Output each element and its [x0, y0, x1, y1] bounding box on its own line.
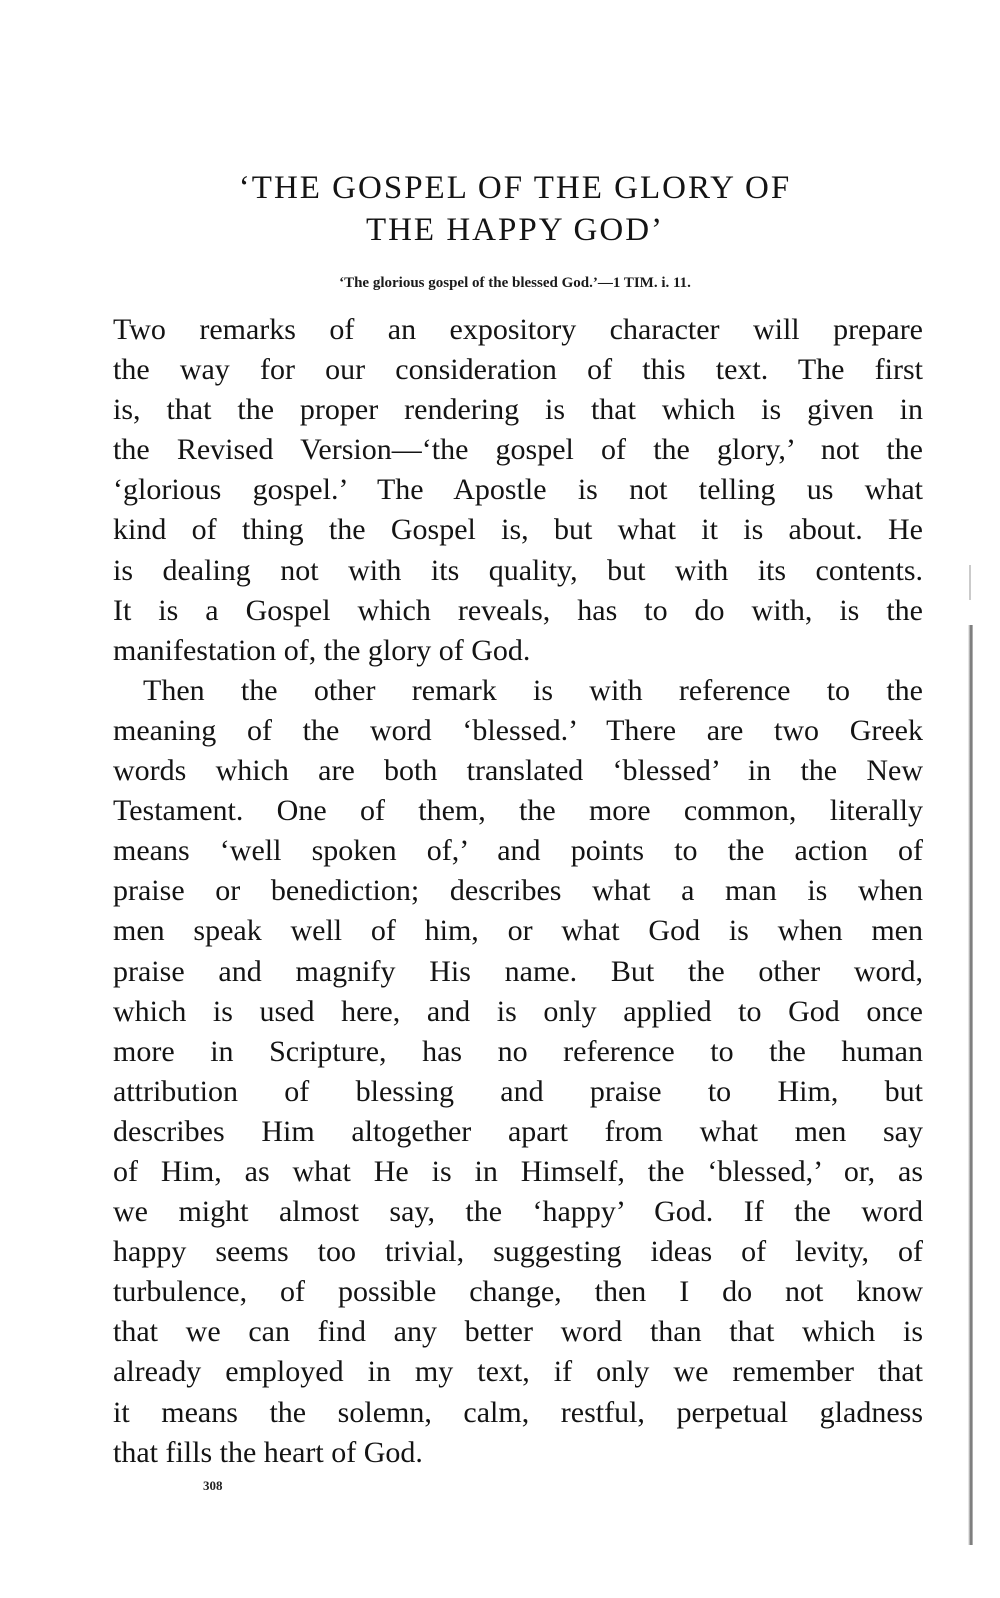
text-line: kind of thing the Gospel is, but what it is about. He	[113, 513, 923, 547]
text-line: men speak well of him, or what God is when men	[113, 914, 923, 948]
chapter-title-line-1: ‘THE GOSPEL OF THE GLORY OF	[238, 170, 792, 206]
text-line: we might almost say, the ‘happy’ God. If the word	[113, 1195, 923, 1229]
text-line: It is a Gospel which reveals, has to do with, is the	[113, 593, 923, 627]
text-line: praise and magnify His name. But the other word,	[113, 954, 923, 988]
text-line: describes Him altogether apart from what men say	[113, 1114, 923, 1148]
text-line: manifestation of, the glory of God.	[113, 633, 531, 667]
text-line: praise or benediction; describes what a man is when	[113, 874, 923, 908]
text-line: that fills the heart of God.	[113, 1435, 423, 1469]
text-line: already employed in my text, if only we remember that	[113, 1355, 923, 1389]
paragraph-1	[113, 310, 923, 671]
text-line: Then the other remark is with reference to the	[143, 673, 923, 707]
text-line: more in Scripture, has no reference to the human	[113, 1034, 923, 1068]
text-line: which is used here, and is only applied to God once	[113, 994, 923, 1028]
epigraph: ‘The glorious gospel of the blessed God.’—1 TIM. i. 11.	[339, 275, 691, 291]
text-line: Testament. One of them, the more common, literally	[113, 794, 923, 828]
text-line: Two remarks of an expository character will prepare	[113, 313, 923, 346]
text-line: that we can find any better word than that which is	[113, 1315, 923, 1349]
text-line: ‘glorious gospel.’ The Apostle is not telling us what	[113, 473, 923, 507]
text-line: attribution of blessing and praise to Him, but	[113, 1074, 923, 1108]
text-line: the way for our consideration of this text. The first	[113, 353, 923, 387]
text-line: meaning of the word ‘blessed.’ There are two Greek	[113, 713, 923, 747]
paragraph-2	[113, 671, 923, 1473]
text-line: turbulence, of possible change, then I do not know	[113, 1275, 923, 1309]
binding-edge-shadow	[969, 565, 971, 600]
text-line: words which are both translated ‘blessed’ in the New	[113, 754, 923, 788]
body-text	[113, 310, 923, 1473]
text-line: happy seems too trivial, suggesting ideas of levity, of	[113, 1235, 923, 1269]
chapter-title-line-2: THE HAPPY GOD’	[365, 212, 665, 248]
text-line: is, that the proper rendering is that which is given in	[113, 393, 923, 427]
page-number: 308	[203, 1478, 223, 1493]
text-line: of Him, as what He is in Himself, the ‘blessed,’ or, as	[113, 1154, 923, 1188]
binding-edge-shadow	[968, 625, 973, 1545]
text-line: it means the solemn, calm, restful, perpetual gladness	[113, 1395, 923, 1429]
text-line: is dealing not with its quality, but with its contents.	[113, 553, 923, 587]
text-line: the Revised Version—‘the gospel of the glory,’ not the	[113, 433, 923, 467]
text-line: means ‘well spoken of,’ and points to the action of	[113, 834, 923, 868]
